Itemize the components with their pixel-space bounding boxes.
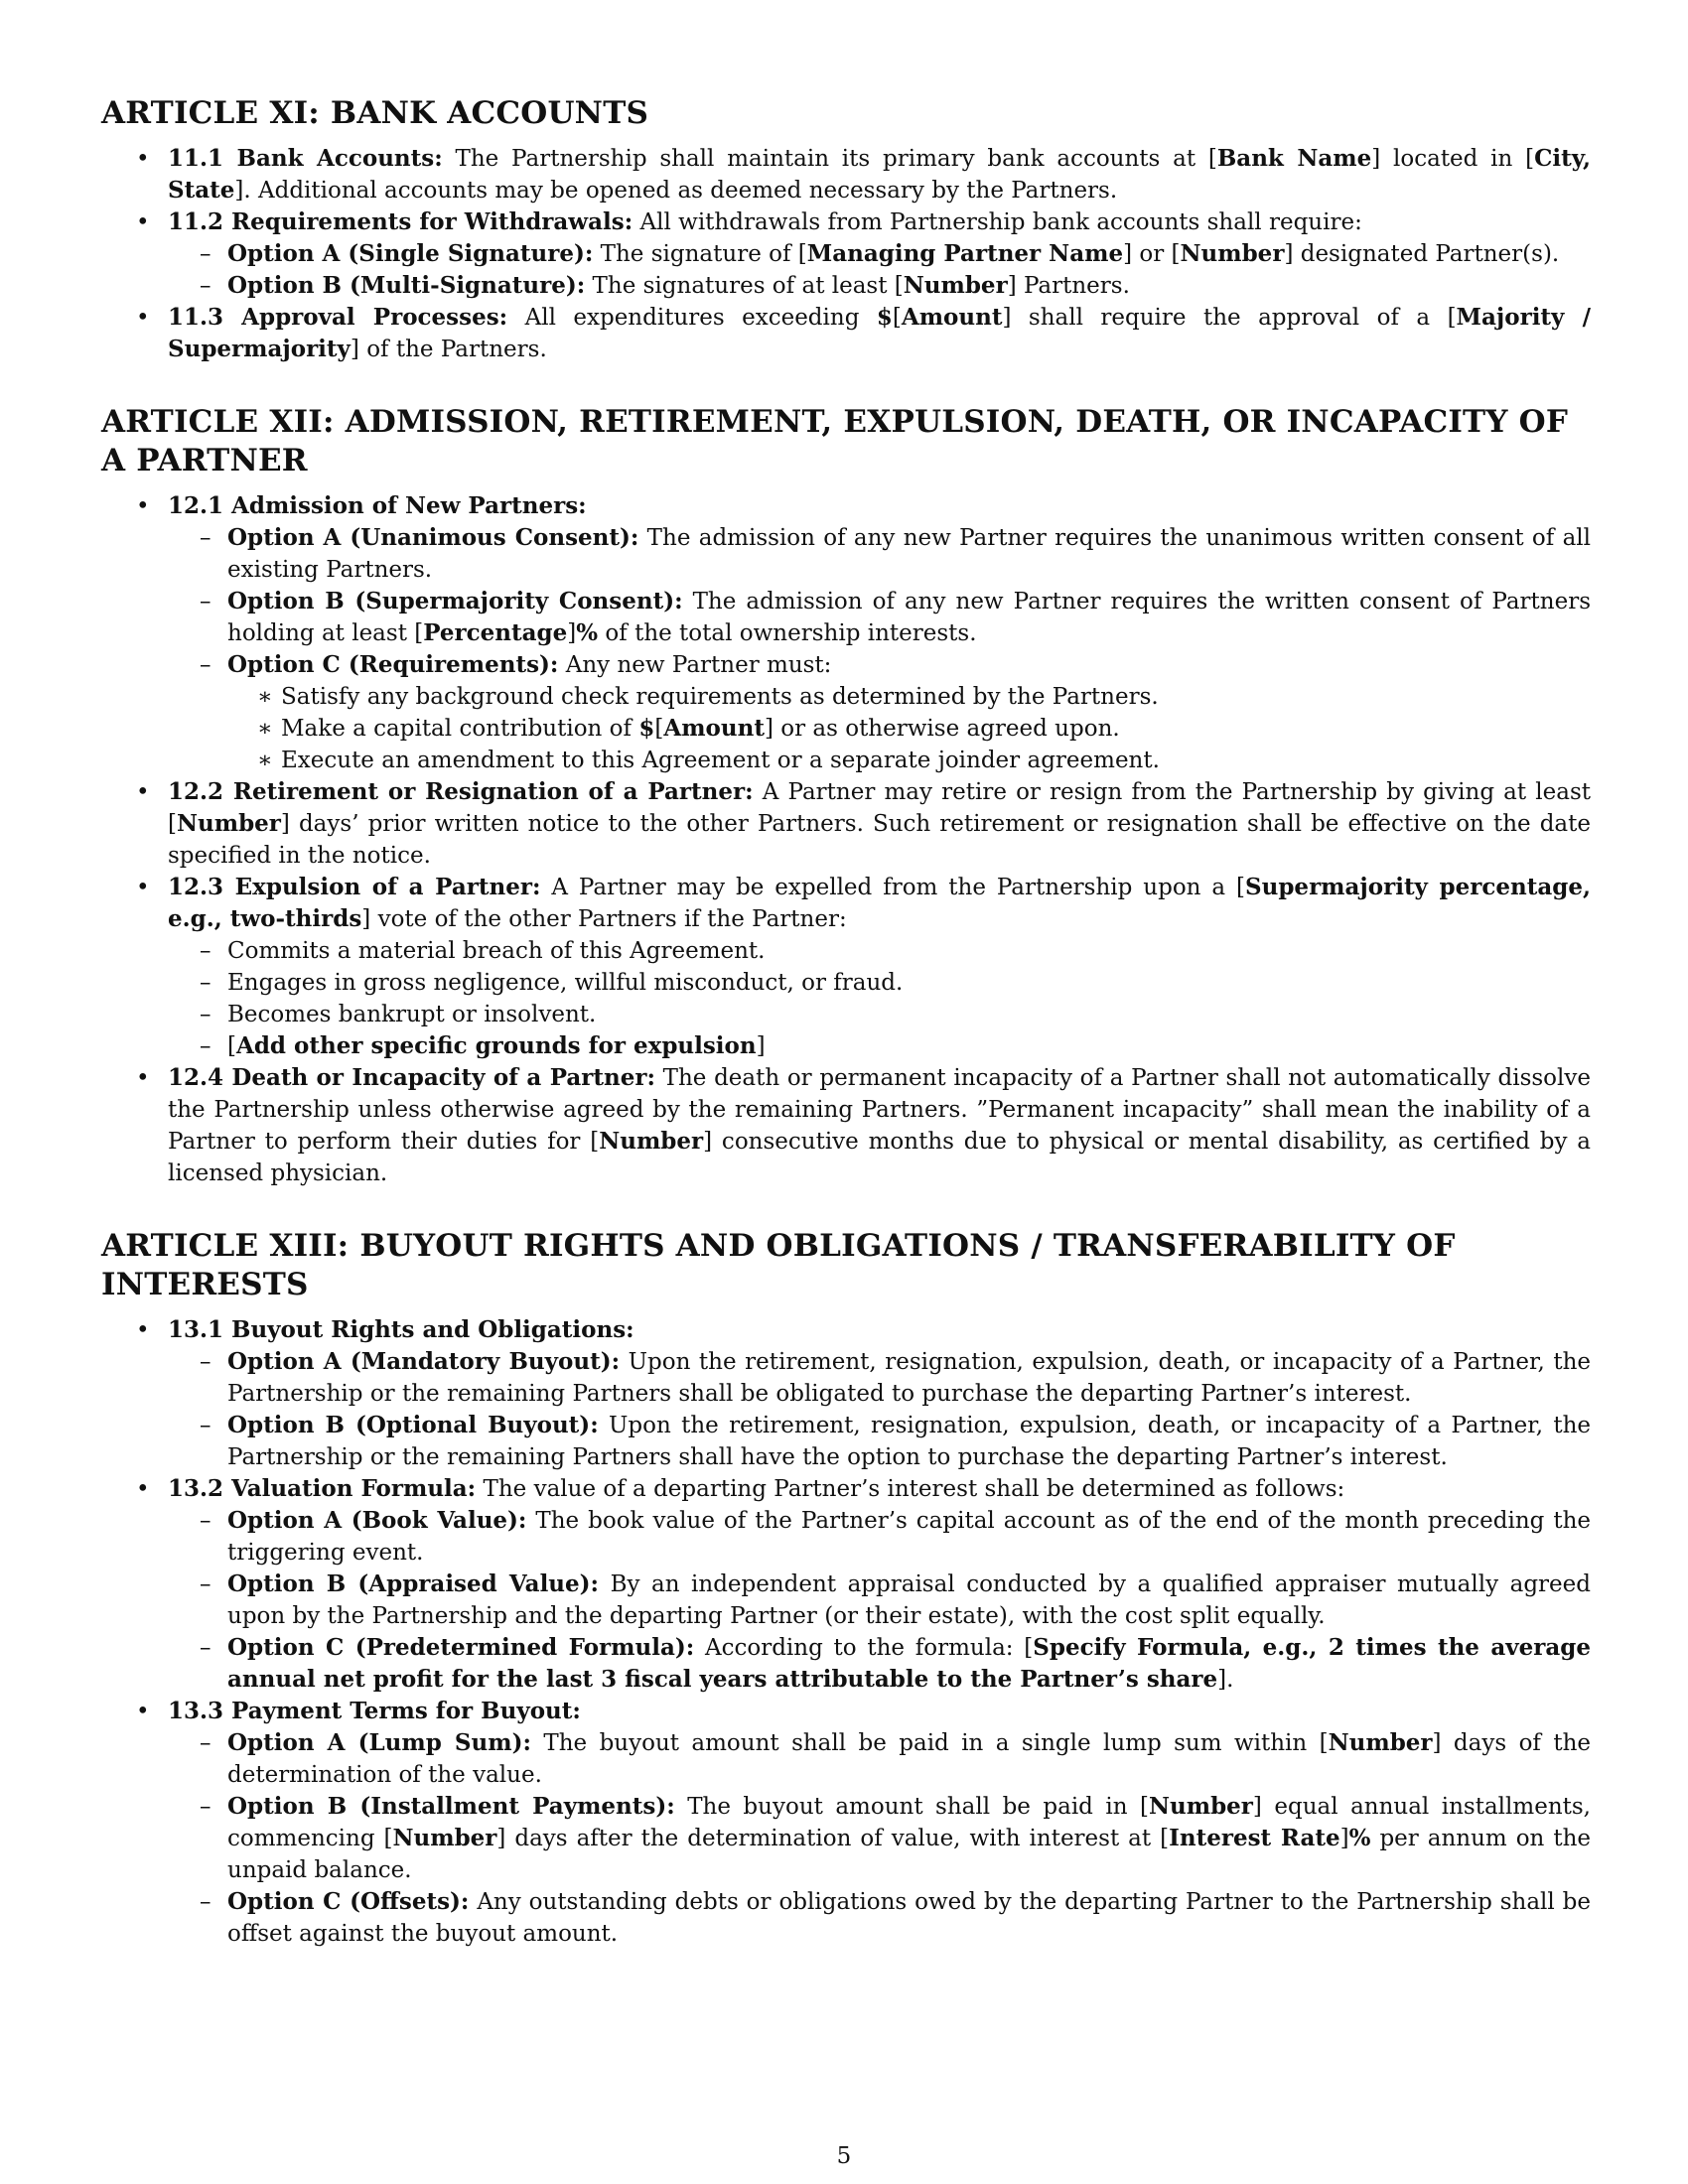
section-12-3: • 12.3 Expulsion of a Partner: A Partner may be expelled from the Partnership upon a [Supermajority percentage, e.g., two-thirds] vote of the other Partners if the Partner: – Commits a material breach of this Agreement. – Engages in gross negligence, willful misconduct, or fraud. – Becomes bankrupt or insolvent. – [Add other specific grounds for expulsion] [101,872,1591,1062]
article-xiii-heading: ARTICLE XIII: BUYOUT RIGHTS AND OBLIGATIONS / TRANSFERABILITY OF INTERESTS [101,1228,1456,1302]
section-11-3: • 11.3 Approval Processes: All expenditures exceeding $[Amount] shall require the approval of a [Majority / Supermajority] of the Partners. [101,302,1591,365]
article-xii-list [101,490,1591,1189]
section-12-2: • 12.2 Retirement or Resignation of a Partner: A Partner may retire or resign from the Partnership by giving at least [Number] days’ prior written notice to the other Partners. Such retirement or resignation shall be effective on the date specified in the notice. [101,776,1591,872]
requirement-item: ∗ Make a capital contribution of $[Amount] or as otherwise agreed upon. [227,713,1591,745]
article-xi-heading: ARTICLE XI: BANK ACCOUNTS [101,95,649,131]
section-12-4: • 12.4 Death or Incapacity of a Partner: The death or permanent incapacity of a Partner shall not automatically dissolve the Partnership unless otherwise agreed by the remaining Partners. ”Permanent incapacity” shall mean the inability of a Partner to perform their duties for [Number] consecutive months due to physical or mental disability, as certified by a licensed physician. [101,1062,1591,1189]
expulsion-ground: – [Add other specific grounds for expulsion] [168,1030,1591,1062]
option-11-2-b: – Option B (Multi-Signature): The signatures of at least [Number] Partners. [168,270,1591,302]
section-11-1: • 11.1 Bank Accounts: The Partnership shall maintain its primary bank accounts at [Bank Name] located in [City, State]. Additional accounts may be opened as deemed necessary by the Partners. [101,143,1591,206]
option-12-1-b: – Option B (Supermajority Consent): The admission of any new Partner requires the written consent of Partners holding at least [Percentage]% of the total ownership interests. [168,586,1591,649]
requirement-item: ∗ Execute an amendment to this Agreement or a separate joinder agreement. [227,745,1591,776]
option-13-2-c: – Option C (Predetermined Formula): According to the formula: [Specify Formula, e.g., 2 times the average annual net profit for the last 3 fiscal years attributable to the Partner’s share]. [168,1632,1591,1696]
option-13-2-b: – Option B (Appraised Value): By an independent appraisal conducted by a qualified appraiser mutually agreed upon by the Partnership and the departing Partner (or their estate), with the cost split equally. [168,1569,1591,1632]
option-11-2-a: – Option A (Single Signature): The signature of [Managing Partner Name] or [Number] designated Partner(s). [168,238,1591,270]
section-11-2: • 11.2 Requirements for Withdrawals: All withdrawals from Partnership bank accounts shall require: – Option A (Single Signature): The signature of [Managing Partner Name] or [Number] designated Partner(s). – Option B (Multi-Signature): The signatures of at least [Number] Partners. [101,206,1591,302]
option-13-3-c: – Option C (Offsets): Any outstanding debts or obligations owed by the departing Partner to the Partnership shall be offset against the buyout amount. [168,1886,1591,1950]
article-xi-list [101,143,1591,365]
section-12-1: • 12.1 Admission of New Partners: – Option A (Unanimous Consent): The admission of any new Partner requires the unanimous written consent of all existing Partners. – Option B (Supermajority Consent): The admission of any new Partner requires the written consent of Partners holding at least [Percentage]% of the total ownership interests. – Option C (Requirements): Any new Partner must: ∗ Satisfy any background check requirements as determined by the Partners. ∗ Make a capital contribution of $[Amount] or as otherwise agreed upon. ∗ Execute an amendment to this Agreement or a separate joinder agreement. [101,490,1591,776]
option-13-3-b: – Option B (Installment Payments): The buyout amount shall be paid in [Number] equal annual installments, commencing [Number] days after the determination of value, with interest at [Interest Rate]% per annum on the unpaid balance. [168,1791,1591,1886]
expulsion-ground: – Commits a material breach of this Agreement. [168,935,1591,967]
expulsion-ground: – Engages in gross negligence, willful misconduct, or fraud. [168,967,1591,999]
option-12-1-c: – Option C (Requirements): Any new Partner must: ∗ Satisfy any background check requirements as determined by the Partners. ∗ Make a capital contribution of $[Amount] or as otherwise agreed upon. ∗ Execute an amendment to this Agreement or a separate joinder agreement. [168,649,1591,776]
option-13-1-b: – Option B (Optional Buyout): Upon the retirement, resignation, expulsion, death, or incapacity of a Partner, the Partnership or the remaining Partners shall have the option to purchase the departing Partner’s interest. [168,1410,1591,1473]
option-13-2-a: – Option A (Book Value): The book value of the Partner’s capital account as of the end of the month preceding the triggering event. [168,1505,1591,1569]
document-page [101,94,1591,1950]
page-number: 5 [836,2143,852,2169]
section-13-1: • 13.1 Buyout Rights and Obligations: – Option A (Mandatory Buyout): Upon the retirement, resignation, expulsion, death, or incapacity of a Partner, the Partnership or the remaining Partners shall be obligated to purchase the departing Partner’s interest. – Option B (Optional Buyout): Upon the retirement, resignation, expulsion, death, or incapacity of a Partner, the Partnership or the remaining Partners shall have the option to purchase the departing Partner’s interest. [101,1314,1591,1473]
requirement-item: ∗ Satisfy any background check requirements as determined by the Partners. [227,681,1591,713]
section-13-3: • 13.3 Payment Terms for Buyout: – Option A (Lump Sum): The buyout amount shall be paid in a single lump sum within [Number] days of the determination of the value. – Option B (Installment Payments): The buyout amount shall be paid in [Number] equal annual installments, commencing [Number] days after the determination of value, with interest at [Interest Rate]% per annum on the unpaid balance. – Option C (Offsets): Any outstanding debts or obligations owed by the departing Partner to the Partnership shall be offset against the buyout amount. [101,1696,1591,1950]
expulsion-ground: – Becomes bankrupt or insolvent. [168,999,1591,1030]
article-xiii-list [101,1314,1591,1950]
option-12-1-a: – Option A (Unanimous Consent): The admission of any new Partner requires the unanimous written consent of all existing Partners. [168,522,1591,586]
option-13-1-a: – Option A (Mandatory Buyout): Upon the retirement, resignation, expulsion, death, or incapacity of a Partner, the Partnership or the remaining Partners shall be obligated to purchase the departing Partner’s interest. [168,1346,1591,1410]
option-13-3-a: – Option A (Lump Sum): The buyout amount shall be paid in a single lump sum within [Number] days of the determination of the value. [168,1727,1591,1791]
article-xii-heading: ARTICLE XII: ADMISSION, RETIREMENT, EXPULSION, DEATH, OR INCAPACITY OF A PARTNER [101,404,1569,478]
section-13-2: • 13.2 Valuation Formula: The value of a departing Partner’s interest shall be determined as follows: – Option A (Book Value): The book value of the Partner’s capital account as of the end of the month preceding the triggering event. – Option B (Appraised Value): By an independent appraisal conducted by a qualified appraiser mutually agreed upon by the Partnership and the departing Partner (or their estate), with the cost split equally. – Option C (Predetermined Formula): According to the formula: [Specify Formula, e.g., 2 times the average annual net profit for the last 3 fiscal years attributable to the Partner’s share]. [101,1473,1591,1696]
